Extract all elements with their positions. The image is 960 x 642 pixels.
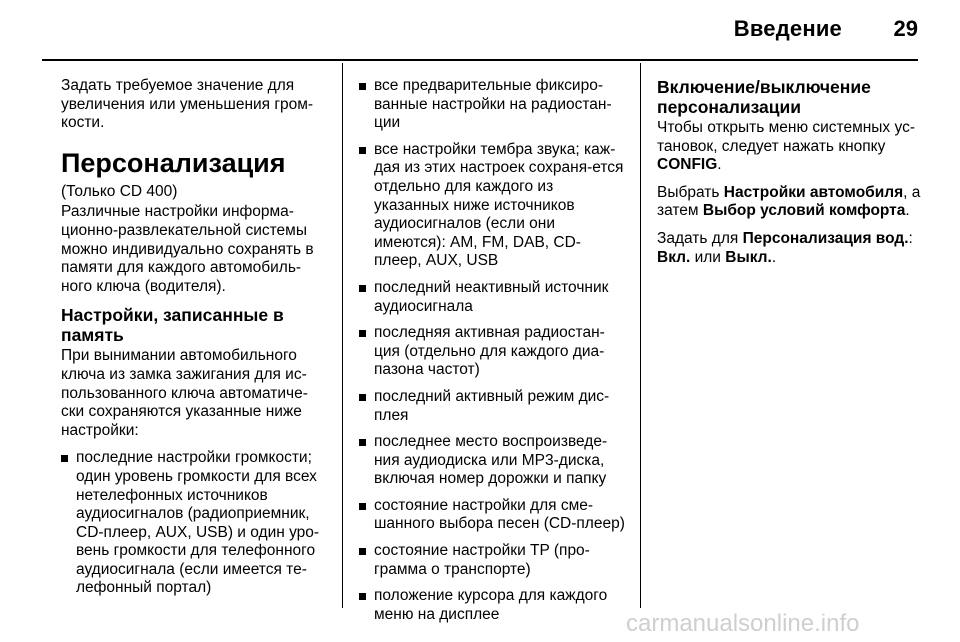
list-item: положение курсора для каждого меню на дисплее <box>359 587 627 624</box>
heading-saved-settings: Настройки, записанные в память <box>61 305 284 346</box>
list-item: состояние настройки TP (про-грамма о транспорте) <box>359 542 627 579</box>
column-middle <box>359 77 627 632</box>
menu-comfort-settings: Выбор условий комфорта <box>702 202 906 220</box>
option-off: Выкл. <box>725 248 772 266</box>
watermark: carmanualsonline.info <box>626 610 860 637</box>
list-item: последний активный режим дис-плея <box>359 388 627 425</box>
column-divider-1 <box>342 63 343 608</box>
page-header <box>0 0 960 60</box>
list-item: все предварительные фиксиро-ванные настройки на радиостан-ции <box>359 77 627 133</box>
menu-driver-personalization: Персонализация вод. <box>742 229 909 247</box>
column-right <box>657 77 925 276</box>
list-item: все настройки тембра звука; каж-дая из этих настроек сохраня-ется отдельно для каждого из указанных ниже источников аудиосигналов (если они имеются): AM, FM, DAB, CD-плеер, AUX, USB <box>359 141 627 271</box>
config-paragraph: Чтобы открыть меню системных ус-тановок, следует нажать кнопку CONFIG. <box>657 119 915 174</box>
intro-text: Задать требуемое значение для увеличения или уменьшения гром-кости. <box>61 77 314 132</box>
list-item: последние настройки громкости; один уровень громкости для всех нетелефонных источников аудиосигналов (радиоприемник, CD-плеер, AUX, USB) и один уро-вень громкости для телефонного аудиосигнала (если имеется те-лефонный портал) <box>61 449 329 598</box>
heading-toggle-personalization: Включение/выключение персонализации <box>657 77 871 117</box>
select-paragraph: Выбрать Настройки автомобиля, а затем Выбор условий комфорта. <box>657 183 921 220</box>
list-item: последняя активная радиостан-ция (отдельно для каждого диа-пазона частот) <box>359 324 627 380</box>
list-item: состояние настройки для сме-шанного выбора песен (CD-плеер) <box>359 497 627 534</box>
saved-settings-paragraph: При вынимании автомобильного ключа из замка зажигания для ис-пользованного ключа автоматиче-ски сохраняются указанные ниже настройки: <box>61 347 308 439</box>
column-divider-2 <box>640 63 641 608</box>
config-text: Чтобы открыть меню системных ус-тановок, следует нажать кнопку <box>657 119 915 155</box>
menu-vehicle-settings: Настройки автомобиля <box>723 183 904 201</box>
saved-settings-list-1 <box>61 449 329 598</box>
heading-personalization: Персонализация <box>61 147 286 178</box>
section-title: Введение <box>733 16 842 41</box>
page-number: 29 <box>893 16 918 41</box>
set-paragraph: Задать для Персонализация вод.: Вкл. или Выкл.. <box>657 229 913 266</box>
column-left <box>61 77 329 606</box>
saved-settings-list-2 <box>359 77 627 624</box>
list-item: последний неактивный источник аудиосигнала <box>359 279 627 316</box>
personalization-paragraph: Различные настройки информа-ционно-развлекательной системы можно индивидуально сохранять в памяти для каждого автомобиль-ного ключа (водителя). <box>61 203 314 295</box>
header-divider <box>42 59 918 61</box>
subheading-cd400: (Только CD 400) <box>61 182 178 200</box>
option-on: Вкл. <box>657 248 691 266</box>
config-button-label: CONFIG <box>657 156 718 174</box>
list-item: последнее место воспроизведе-ния аудиодиска или MP3-диска, включая номер дорожки и папку <box>359 433 627 489</box>
